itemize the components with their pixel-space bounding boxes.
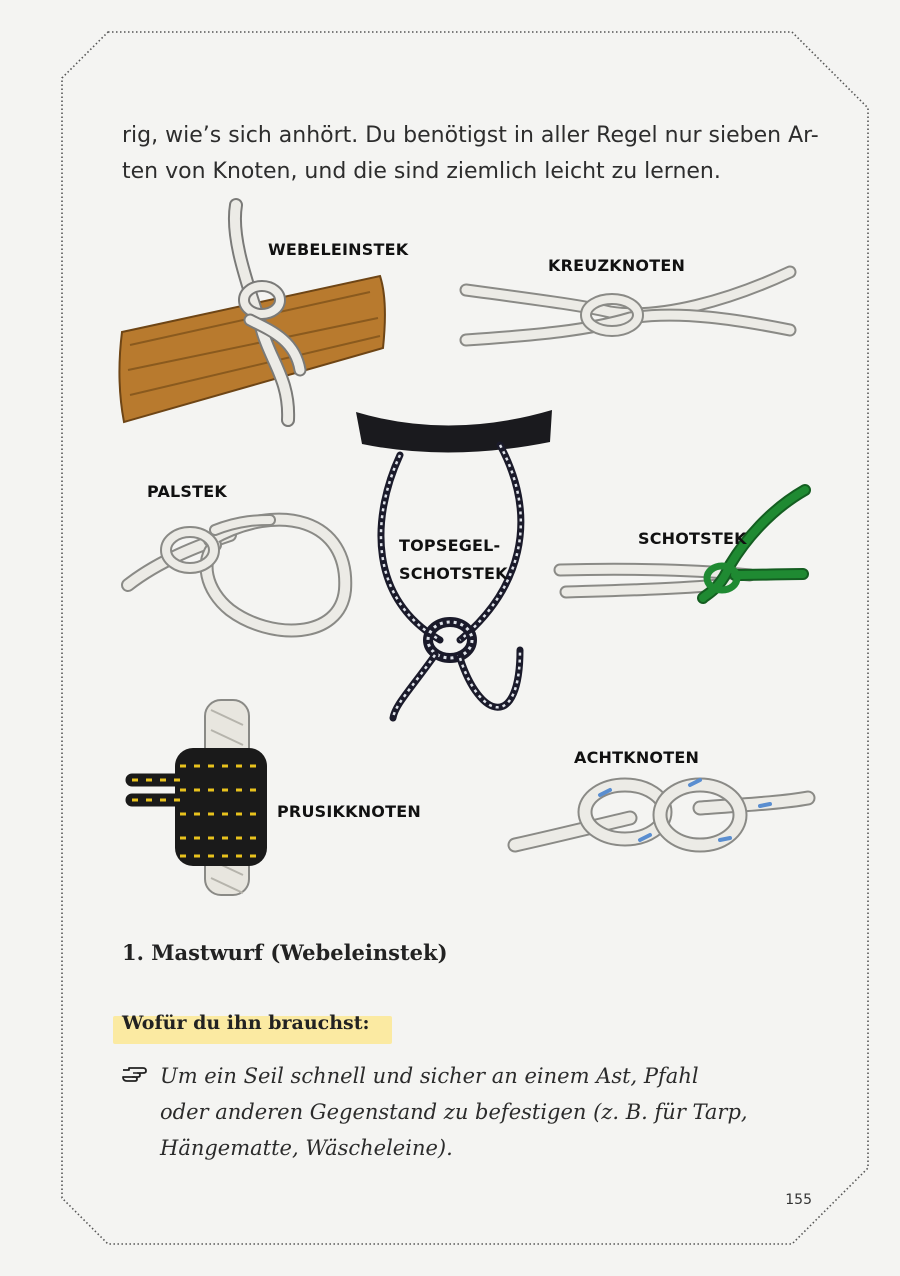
bullet-line-1: Um ein Seil schnell und sicher an einem Ast, Pfahl — [160, 1064, 699, 1088]
label-topsegel-line1: TOPSEGEL- — [399, 536, 501, 555]
label-topsegel-line2: SCHOTSTEK — [399, 564, 508, 583]
page-number: 155 — [785, 1192, 812, 1208]
label-achtknoten: ACHTKNOTEN — [574, 748, 700, 767]
label-palstek: PALSTEK — [147, 482, 228, 501]
section-subtitle: Wofür du ihn brauchst: — [122, 1012, 370, 1034]
prusikknoten-illustration — [132, 700, 267, 895]
bullet-line-2: oder anderen Gegenstand zu befestigen (z. B. für Tarp, — [160, 1100, 748, 1124]
bullet-line-3: Hängematte, Wäscheleine). — [160, 1136, 453, 1160]
achtknoten-illustration — [515, 780, 808, 845]
label-webeleinstek: WEBELEINSTEK — [268, 240, 409, 259]
palstek-illustration — [128, 520, 345, 631]
section-title: 1. Mastwurf (Webeleinstek) — [122, 940, 448, 965]
intro-line-1: rig, wie’s sich anhört. Du benötigst in aller Regel nur sieben Ar- — [122, 123, 819, 148]
pointing-hand-icon — [121, 1062, 147, 1084]
label-prusikknoten: PRUSIKKNOTEN — [277, 802, 421, 821]
label-schotstek: SCHOTSTEK — [638, 529, 747, 548]
intro-line-2: ten von Knoten, und die sind ziemlich leicht zu lernen. — [122, 159, 721, 184]
label-kreuzknoten: KREUZKNOTEN — [548, 256, 686, 275]
bullet-text — [160, 1058, 810, 1166]
kreuzknoten-illustration — [466, 272, 790, 340]
